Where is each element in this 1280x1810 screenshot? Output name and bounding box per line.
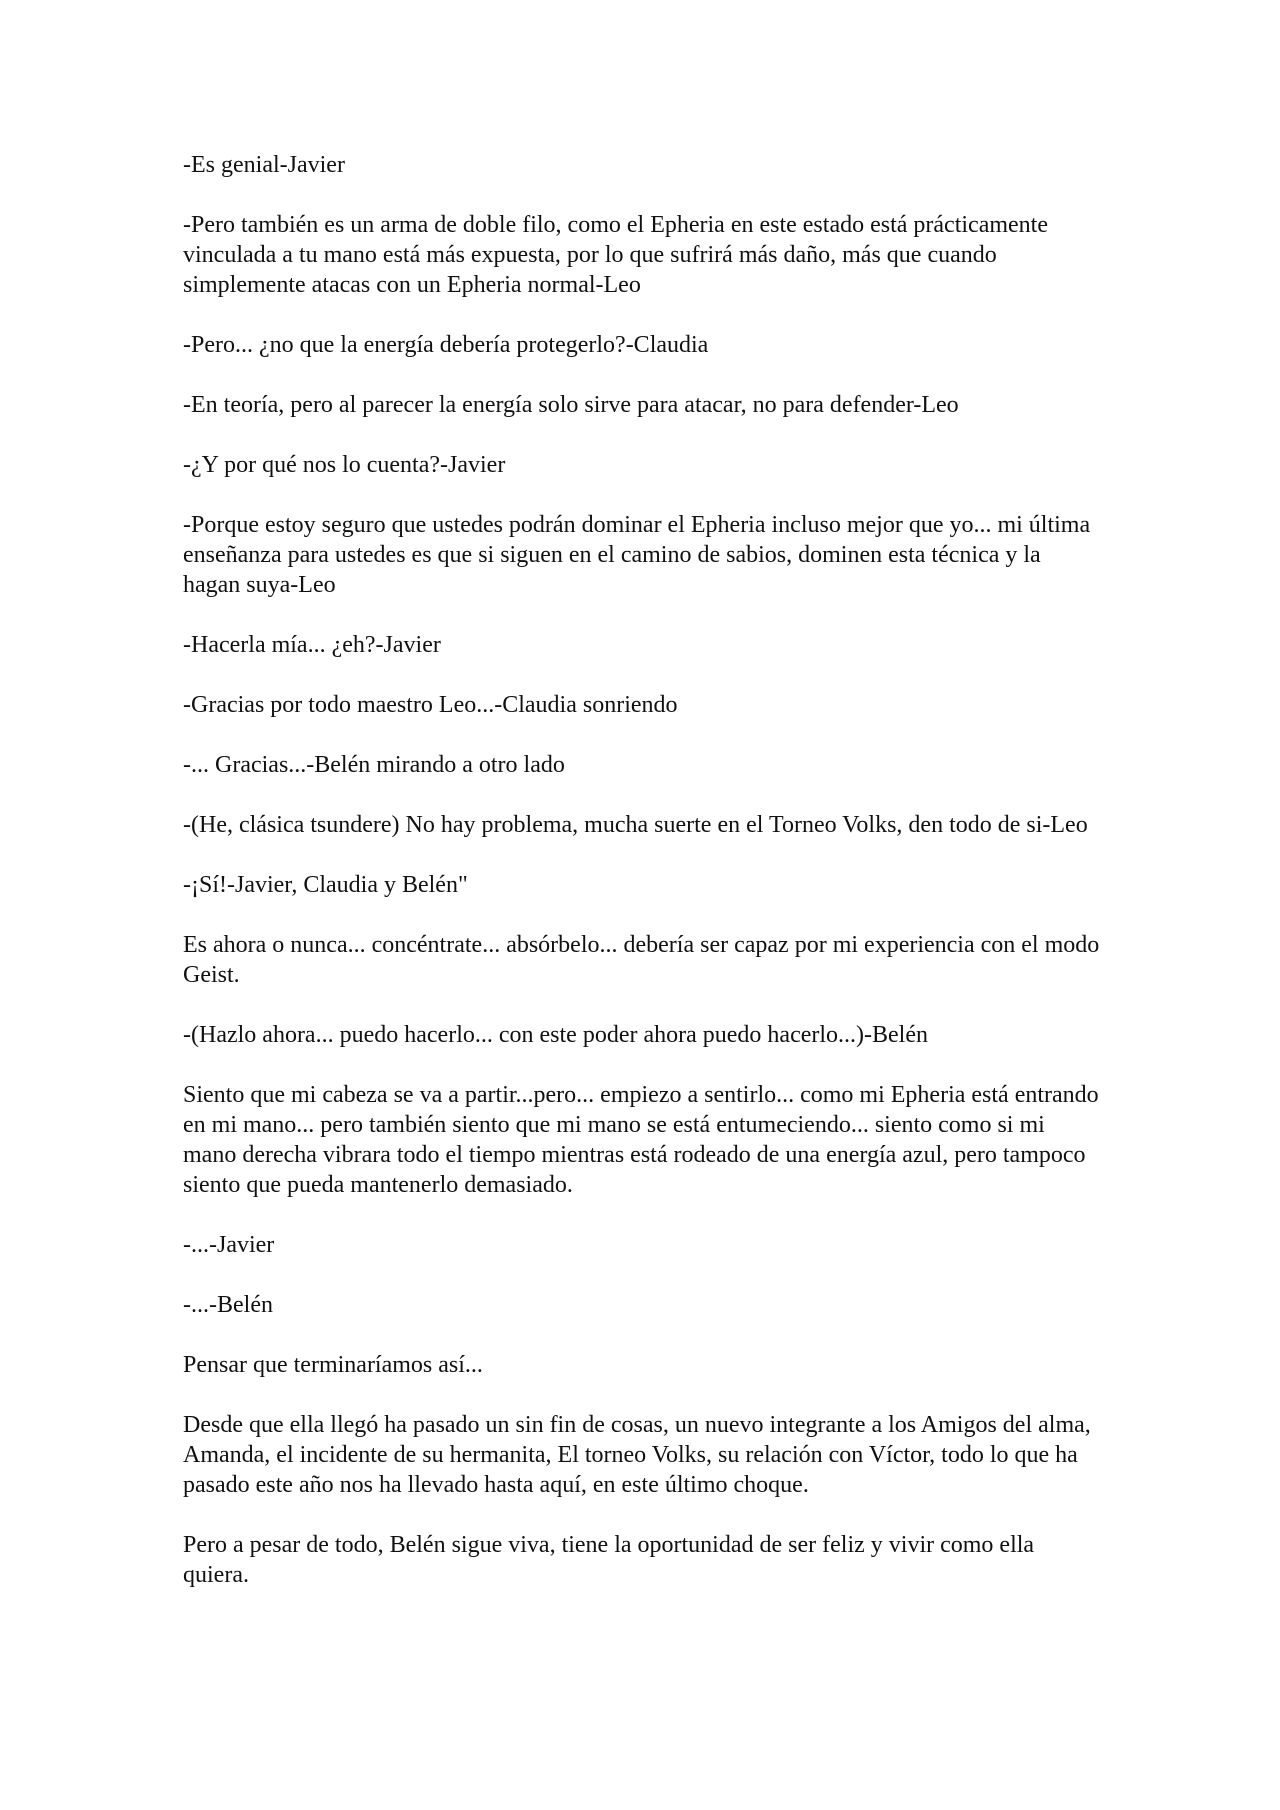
paragraph: -Es genial-Javier <box>183 152 345 178</box>
paragraph: -...-Javier <box>183 1232 275 1258</box>
paragraph: -(Hazlo ahora... puedo hacerlo... con este poder ahora puedo hacerlo...)-Belén <box>183 1022 928 1048</box>
paragraph: -¿Y por qué nos lo cuenta?-Javier <box>183 452 506 478</box>
paragraph: Siento que mi cabeza se va a partir...pero... empiezo a sentirlo... como mi Epheria está entrando en mi mano... pero también siento que mi mano se está entumeciendo... siento como si mi mano derecha vibrara todo el tiempo mientras está rodeado de una energía azul, pero tampoco siento que pueda mantenerlo demasiado. <box>183 1082 1099 1198</box>
document-body <box>183 150 1103 1620</box>
paragraph: Pero a pesar de todo, Belén sigue viva, tiene la oportunidad de ser feliz y vivir como ella quiera. <box>183 1532 1035 1588</box>
paragraph: -...-Belén <box>183 1292 273 1318</box>
paragraph: Es ahora o nunca... concéntrate... absórbelo... debería ser capaz por mi experiencia con el modo Geist. <box>183 932 1100 988</box>
paragraph: -Porque estoy seguro que ustedes podrán dominar el Epheria incluso mejor que yo... mi última enseñanza para ustedes es que si siguen en el camino de sabios, dominen esta técnica y la hagan suya-Leo <box>183 512 1091 598</box>
paragraph: Pensar que terminaríamos así... <box>183 1352 483 1378</box>
paragraph: -... Gracias...-Belén mirando a otro lado <box>183 752 565 778</box>
paragraph: -En teoría, pero al parecer la energía solo sirve para atacar, no para defender-Leo <box>183 392 959 418</box>
paragraph: -Pero... ¿no que la energía debería protegerlo?-Claudia <box>183 332 709 358</box>
paragraph: -(He, clásica tsundere) No hay problema, mucha suerte en el Torneo Volks, den todo de si-Leo <box>183 812 1088 838</box>
paragraph: -Pero también es un arma de doble filo, como el Epheria en este estado está prácticamente vinculada a tu mano está más expuesta, por lo que sufrirá más daño, más que cuando simplemente atacas con un Epheria normal-Leo <box>183 212 1048 298</box>
paragraph: -Gracias por todo maestro Leo...-Claudia sonriendo <box>183 692 678 718</box>
paragraph: -¡Sí!-Javier, Claudia y Belén" <box>183 872 468 898</box>
paragraph: Desde que ella llegó ha pasado un sin fin de cosas, un nuevo integrante a los Amigos del alma, Amanda, el incidente de su hermanita, El torneo Volks, su relación con Víctor, todo lo que ha pasado este año nos ha llevado hasta aquí, en este último choque. <box>183 1412 1091 1498</box>
paragraph: -Hacerla mía... ¿eh?-Javier <box>183 632 441 658</box>
